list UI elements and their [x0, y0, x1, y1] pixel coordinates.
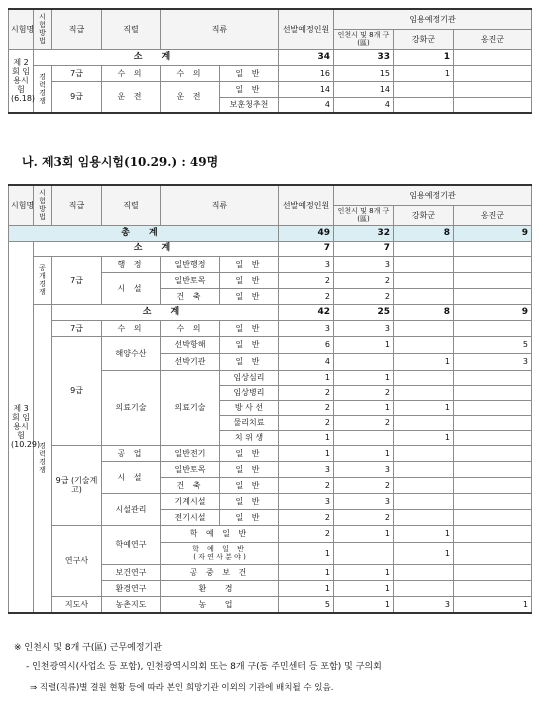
- career-row-incheon: 3: [334, 493, 394, 509]
- career-row-planned: 1: [279, 580, 334, 596]
- career-row-group: 보건연구: [102, 564, 161, 580]
- exam2-name: 제 2회 임용시험 (6.18): [9, 49, 34, 113]
- exam2-row-type: 일 반: [220, 65, 279, 81]
- exam2-row-planned: 16: [279, 65, 334, 81]
- career-method: 경력경쟁: [34, 304, 52, 613]
- career-row-incheon: 3: [334, 320, 394, 336]
- exam2-row-ganghwa: [394, 81, 454, 97]
- career-row-ongjin: 3: [454, 353, 532, 370]
- exam2-row-incheon: 15: [334, 65, 394, 81]
- career-row-series: 수 의: [161, 320, 220, 336]
- exam2-row-ganghwa: 1: [394, 65, 454, 81]
- header-ongjin: 옹진군: [454, 29, 532, 49]
- career-row-type: 일 반: [220, 353, 279, 370]
- career-row-grade: 연구사: [52, 525, 102, 596]
- career-row-grade: 9급 (기술계고): [52, 445, 102, 525]
- exam2-method: 경력경쟁: [34, 65, 52, 113]
- header-ganghwa: 강화군: [394, 205, 454, 225]
- career-row-group: 공 업: [102, 445, 161, 461]
- career-row-ongjin: [454, 430, 532, 445]
- header-job-type: 직류: [161, 9, 279, 49]
- header-grade: 직급: [52, 9, 102, 49]
- career-row-incheon: 3: [334, 461, 394, 477]
- career-row-ganghwa: [394, 461, 454, 477]
- career-row-series: 일반전기: [161, 445, 220, 461]
- career-row-planned: 5: [279, 596, 334, 613]
- exam2-row-type: 보훈청추천: [220, 97, 279, 113]
- career-row-ganghwa: 1: [394, 353, 454, 370]
- career-row-planned: 2: [279, 509, 334, 525]
- exam2-subtotal-incheon: 33: [334, 49, 394, 65]
- career-row-planned: 2: [279, 415, 334, 430]
- exam2-row-type: 일 반: [220, 81, 279, 97]
- exam2-row-planned: 4: [279, 97, 334, 113]
- open-row-incheon: 2: [334, 288, 394, 304]
- open-row-series: 건 축: [161, 288, 220, 304]
- career-row-planned: 1: [279, 370, 334, 385]
- footnote-3: ⇒ 직렬(직류)별 결원 현황 등에 따라 본인 희망기관 이외의 기관에 배치될 수 있음.: [30, 683, 334, 693]
- open-row-incheon: 2: [334, 272, 394, 288]
- footnote-2: - 인천광역시(사업소 등 포함), 인천광역시의회 또는 8개 구(동 주민센터 등 포함) 및 구의회: [26, 662, 382, 672]
- career-row-planned: 1: [279, 445, 334, 461]
- career-row-type: 일 반: [220, 461, 279, 477]
- career-row-ganghwa: [394, 477, 454, 493]
- header-grade: 직급: [52, 185, 102, 225]
- career-row-incheon: [334, 542, 394, 564]
- exam2-row-ongjin: [454, 81, 532, 97]
- header-incheon: 인천시 및 8개 구(區): [334, 205, 394, 225]
- header-planned: 선발예정인원: [279, 9, 334, 49]
- career-row-group: 의료기술: [102, 370, 161, 445]
- open-row-series: 일반토목: [161, 272, 220, 288]
- career-row-incheon: 1: [334, 564, 394, 580]
- career-row-series: 건 축: [161, 477, 220, 493]
- exam2-row-group: 수 의: [102, 65, 161, 81]
- career-row-ongjin: [454, 400, 532, 415]
- career-row-type: 치 위 생: [220, 430, 279, 445]
- open-subtotal-planned: 7: [279, 241, 334, 256]
- header-exam-name: 시험명: [9, 9, 34, 49]
- career-row-type: 물리치료: [220, 415, 279, 430]
- exam2-row-incheon: 14: [334, 81, 394, 97]
- header-exam-name: 시험명: [9, 185, 34, 225]
- career-subtotal-ongjin: 9: [454, 304, 532, 320]
- career-row-ganghwa: 1: [394, 400, 454, 415]
- header-ganghwa: 강화군: [394, 29, 454, 49]
- open-row-planned: 2: [279, 272, 334, 288]
- career-row-type: 일 반: [220, 336, 279, 353]
- career-row-series: 의료기술: [161, 370, 220, 445]
- career-row-group: 환경연구: [102, 580, 161, 596]
- career-subtotal-incheon: 25: [334, 304, 394, 320]
- career-row-incheon: 1: [334, 596, 394, 613]
- career-row-ganghwa: [394, 385, 454, 400]
- career-row-type: 일 반: [220, 477, 279, 493]
- career-row-ongjin: [454, 542, 532, 564]
- career-row-planned: 4: [279, 353, 334, 370]
- exam2-row-ongjin: [454, 97, 532, 113]
- open-row-type: 일 반: [220, 288, 279, 304]
- exam2-row-ganghwa: [394, 97, 454, 113]
- exam2-row-series: 수 의: [161, 65, 220, 81]
- exam2-row-incheon: 4: [334, 97, 394, 113]
- header-exam-method: 시험방법: [34, 9, 52, 49]
- open-subtotal-incheon: 7: [334, 241, 394, 256]
- open-row-group: 시 설: [102, 272, 161, 304]
- career-row-ganghwa: [394, 493, 454, 509]
- career-row-group: 시 설: [102, 461, 161, 493]
- career-row-grade: 7급: [52, 320, 102, 336]
- career-row-grade: 지도사: [52, 596, 102, 613]
- career-row-planned: 1: [279, 542, 334, 564]
- career-row-ongjin: [454, 580, 532, 596]
- career-row-group: 해양수산: [102, 336, 161, 370]
- career-row-group: 수 의: [102, 320, 161, 336]
- career-row-ongjin: [454, 370, 532, 385]
- header-ongjin: 옹진군: [454, 205, 532, 225]
- open-subtotal-label: 소 계: [34, 241, 279, 256]
- career-row-planned: 2: [279, 385, 334, 400]
- career-row-planned: 6: [279, 336, 334, 353]
- career-row-incheon: 1: [334, 445, 394, 461]
- exam3-total-ganghwa: 8: [394, 225, 454, 241]
- career-row-series: 일반토목: [161, 461, 220, 477]
- career-row-type: 임상심리: [220, 370, 279, 385]
- exam2-row-series: 운 전: [161, 81, 220, 113]
- career-row-ongjin: [454, 461, 532, 477]
- exam3-total-label: 총 계: [9, 225, 279, 241]
- career-row-ongjin: [454, 493, 532, 509]
- section2-title: 나. 제3회 임용시험(10.29.) : 49명: [22, 155, 219, 169]
- career-row-ongjin: [454, 509, 532, 525]
- exam2-row-grade: 7급: [52, 65, 102, 81]
- exam2-subtotal-planned: 34: [279, 49, 334, 65]
- career-row-group: 학예연구: [102, 525, 161, 564]
- career-row-planned: 2: [279, 525, 334, 542]
- career-row-type: 일 반: [220, 445, 279, 461]
- career-row-planned: 2: [279, 477, 334, 493]
- career-row-incheon: 1: [334, 525, 394, 542]
- career-row-ganghwa: 1: [394, 525, 454, 542]
- career-row-series: 선박기관: [161, 353, 220, 370]
- career-row-series-note: ( 자 연 사 분 야 ): [193, 553, 246, 561]
- career-row-incheon: 2: [334, 385, 394, 400]
- exam2-subtotal-ganghwa: 1: [394, 49, 454, 65]
- exam2-row-ongjin: [454, 65, 532, 81]
- career-row-incheon: 1: [334, 370, 394, 385]
- open-row-group: 행 정: [102, 256, 161, 272]
- career-row-planned: 1: [279, 430, 334, 445]
- career-row-group: 농촌지도: [102, 596, 161, 613]
- career-row-ongjin: 1: [454, 596, 532, 613]
- open-row-planned: 2: [279, 288, 334, 304]
- career-row-type: 일 반: [220, 509, 279, 525]
- header-job-type: 직류: [161, 185, 279, 225]
- career-subtotal-planned: 42: [279, 304, 334, 320]
- exam3-total-incheon: 32: [334, 225, 394, 241]
- career-subtotal-ganghwa: 8: [394, 304, 454, 320]
- career-row-type: 방 사 선: [220, 400, 279, 415]
- open-row-type: 일 반: [220, 272, 279, 288]
- exam3-total-ongjin: 9: [454, 225, 532, 241]
- header-incheon: 인천시 및 8개 구(區): [334, 29, 394, 49]
- career-row-ganghwa: 1: [394, 430, 454, 445]
- career-row-ongjin: [454, 525, 532, 542]
- career-row-grade: 9급: [52, 336, 102, 445]
- career-row-ongjin: [454, 320, 532, 336]
- career-row-planned: 3: [279, 320, 334, 336]
- career-row-series: 전기시설: [161, 509, 220, 525]
- career-row-type: 일 반: [220, 493, 279, 509]
- career-row-ongjin: 5: [454, 336, 532, 353]
- career-row-type: 임상병리: [220, 385, 279, 400]
- exam2-row-planned: 14: [279, 81, 334, 97]
- career-row-incheon: [334, 353, 394, 370]
- exam2-row-grade: 9급: [52, 81, 102, 113]
- career-row-ganghwa: [394, 564, 454, 580]
- footnote-1: ※ 인천시 및 8개 구(區) 근무예정기관: [14, 643, 162, 653]
- career-row-ganghwa: 3: [394, 596, 454, 613]
- exam2-table: [8, 8, 532, 114]
- career-row-ganghwa: [394, 509, 454, 525]
- career-row-incheon: 1: [334, 580, 394, 596]
- header-exam-method: 시험방법: [34, 185, 52, 225]
- career-row-incheon: 2: [334, 415, 394, 430]
- career-row-ongjin: [454, 385, 532, 400]
- open-row-series: 일반행정: [161, 256, 220, 272]
- career-subtotal-label: 소 계: [52, 304, 279, 320]
- career-row-series: 환 경: [161, 580, 279, 596]
- open-row-type: 일 반: [220, 256, 279, 272]
- career-row-series: 학 예 일 반: [161, 525, 279, 542]
- career-row-planned: 3: [279, 493, 334, 509]
- career-row-series: 농 업: [161, 596, 279, 613]
- career-row-ganghwa: [394, 370, 454, 385]
- open-method: 공개경쟁: [34, 256, 52, 304]
- header-agency: 임용예정기관: [334, 9, 532, 29]
- exam3-total-planned: 49: [279, 225, 334, 241]
- career-row-series: 선박항해: [161, 336, 220, 353]
- career-row-ongjin: [454, 445, 532, 461]
- exam3-table: [8, 184, 532, 614]
- career-row-ganghwa: [394, 580, 454, 596]
- open-grade: 7급: [52, 256, 102, 304]
- exam2-row-group: 운 전: [102, 81, 161, 113]
- career-row-ganghwa: [394, 415, 454, 430]
- career-row-series-nature: [161, 542, 279, 564]
- exam2-subtotal-ongjin: [454, 49, 532, 65]
- career-row-incheon: 1: [334, 336, 394, 353]
- career-row-incheon: 2: [334, 509, 394, 525]
- career-row-ongjin: [454, 415, 532, 430]
- header-planned: 선발예정인원: [279, 185, 334, 225]
- open-row-incheon: 3: [334, 256, 394, 272]
- career-row-incheon: 2: [334, 477, 394, 493]
- career-row-planned: 3: [279, 461, 334, 477]
- career-row-ganghwa: [394, 336, 454, 353]
- career-row-ongjin: [454, 477, 532, 493]
- career-row-type: 일 반: [220, 320, 279, 336]
- career-row-group: 시설관리: [102, 493, 161, 525]
- career-row-incheon: [334, 430, 394, 445]
- career-row-planned: 1: [279, 564, 334, 580]
- header-agency: 임용예정기관: [334, 185, 532, 205]
- exam2-subtotal-label: 소 계: [34, 49, 279, 65]
- career-row-series: 학 예 일 반: [192, 545, 247, 553]
- career-row-ganghwa: 1: [394, 542, 454, 564]
- open-row-planned: 3: [279, 256, 334, 272]
- career-row-ganghwa: [394, 445, 454, 461]
- header-job-group: 직렬: [102, 185, 161, 225]
- career-row-ganghwa: [394, 320, 454, 336]
- career-row-planned: 2: [279, 400, 334, 415]
- career-row-series: 공 중 보 건: [161, 564, 279, 580]
- career-row-incheon: 1: [334, 400, 394, 415]
- career-row-series: 기계시설: [161, 493, 220, 509]
- exam3-name: 제 3회 임용시험 (10.29): [9, 241, 34, 613]
- career-row-ongjin: [454, 564, 532, 580]
- header-job-group: 직렬: [102, 9, 161, 49]
